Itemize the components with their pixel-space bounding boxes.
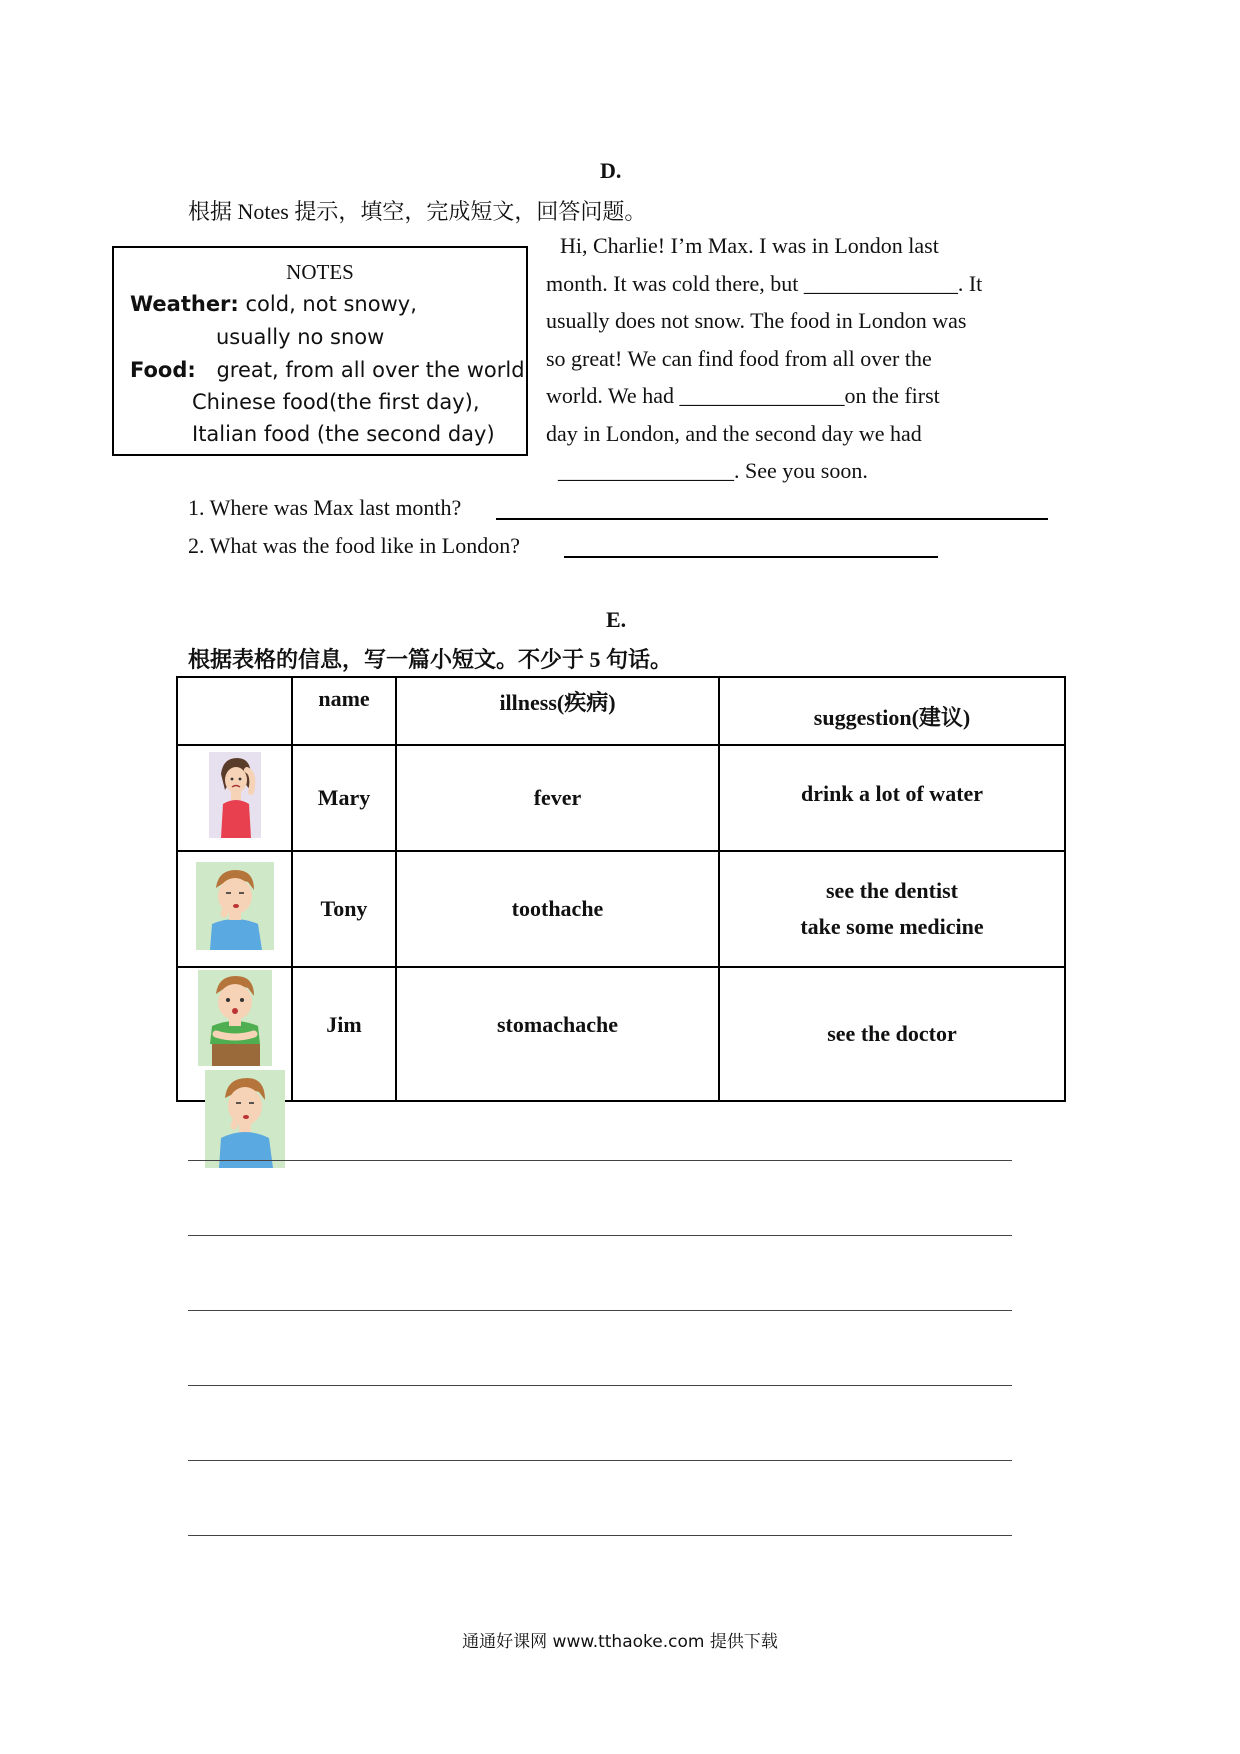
notes-food-line bbox=[130, 358, 525, 382]
notes-weather-line bbox=[130, 292, 417, 316]
section-d-title: D. bbox=[600, 158, 622, 183]
illness-cell: stomachache bbox=[396, 967, 719, 1101]
writing-line[interactable] bbox=[188, 1460, 1012, 1461]
girl-headache-icon bbox=[209, 752, 261, 844]
food-value-2: Chinese food(the first day), bbox=[192, 390, 480, 414]
table-row bbox=[177, 851, 1065, 967]
passage-line: so great! We can find food from all over the bbox=[546, 346, 932, 371]
weather-value-2: usually no snow bbox=[216, 325, 385, 349]
header-name: name bbox=[292, 677, 396, 745]
notes-box bbox=[112, 246, 528, 456]
question-1: 1. Where was Max last month? bbox=[188, 495, 462, 520]
suggestion-cell bbox=[719, 745, 1065, 851]
suggestion-text: take some medicine bbox=[800, 914, 984, 939]
answer-line-1[interactable] bbox=[496, 518, 1048, 520]
notes-title: NOTES bbox=[286, 260, 354, 284]
writing-line[interactable] bbox=[188, 1235, 1012, 1236]
boy-toothache-icon bbox=[196, 862, 274, 956]
food-value-3: Italian food (the second day) bbox=[192, 422, 495, 446]
suggestion-cell bbox=[719, 967, 1065, 1101]
passage-line: month. It was cold there, but ______________. It bbox=[546, 271, 983, 296]
header-picture bbox=[177, 677, 292, 745]
header-suggestion: suggestion(建议) bbox=[719, 677, 1065, 745]
picture-cell bbox=[177, 745, 292, 851]
food-label: Food: bbox=[130, 358, 196, 382]
footer-text: 通通好课网 www.tthaoke.com 提供下载 bbox=[462, 1632, 778, 1652]
boy-toothache-icon bbox=[205, 1070, 285, 1173]
picture-cell bbox=[177, 851, 292, 967]
question-2: 2. What was the food like in London? bbox=[188, 533, 520, 558]
table-row bbox=[177, 745, 1065, 851]
table-header-row bbox=[177, 677, 1065, 745]
passage-line: Hi, Charlie! I’m Max. I was in London last bbox=[560, 233, 939, 258]
name-cell: Jim bbox=[292, 967, 396, 1101]
passage-line: usually does not snow. The food in London was bbox=[546, 308, 967, 333]
passage-line: day in London, and the second day we had bbox=[546, 421, 922, 446]
writing-line[interactable] bbox=[188, 1310, 1012, 1311]
boy-stomachache-icon bbox=[198, 970, 272, 1072]
writing-line[interactable] bbox=[188, 1535, 1012, 1536]
suggestion-text: see the dentist bbox=[826, 878, 958, 903]
suggestion-text: drink a lot of water bbox=[800, 781, 984, 806]
name-cell: Mary bbox=[292, 745, 396, 851]
illness-cell: fever bbox=[396, 745, 719, 851]
section-d-instruction: 根据 Notes 提示，填空，完成短文，回答问题。 bbox=[188, 199, 647, 224]
table-row bbox=[177, 967, 1065, 1101]
info-table bbox=[176, 676, 1066, 1102]
illness-cell: toothache bbox=[396, 851, 719, 967]
writing-line[interactable] bbox=[188, 1160, 1012, 1161]
section-e-title: E. bbox=[606, 607, 627, 632]
suggestion-cell bbox=[719, 851, 1065, 967]
passage-line: world. We had _______________on the first bbox=[546, 383, 940, 408]
header-illness: illness(疾病) bbox=[396, 677, 719, 745]
weather-label: Weather: bbox=[130, 292, 239, 316]
passage-line: ________________. See you soon. bbox=[558, 458, 868, 483]
food-value-1: great, from all over the world bbox=[216, 358, 525, 382]
name-cell: Tony bbox=[292, 851, 396, 967]
writing-line[interactable] bbox=[188, 1385, 1012, 1386]
suggestion-text: see the doctor bbox=[827, 1021, 957, 1046]
weather-value-1: cold, not snowy, bbox=[245, 292, 417, 316]
section-e-instruction: 根据表格的信息，写一篇小短文。不少于 5 句话。 bbox=[188, 647, 673, 672]
answer-line-2[interactable] bbox=[564, 556, 938, 558]
